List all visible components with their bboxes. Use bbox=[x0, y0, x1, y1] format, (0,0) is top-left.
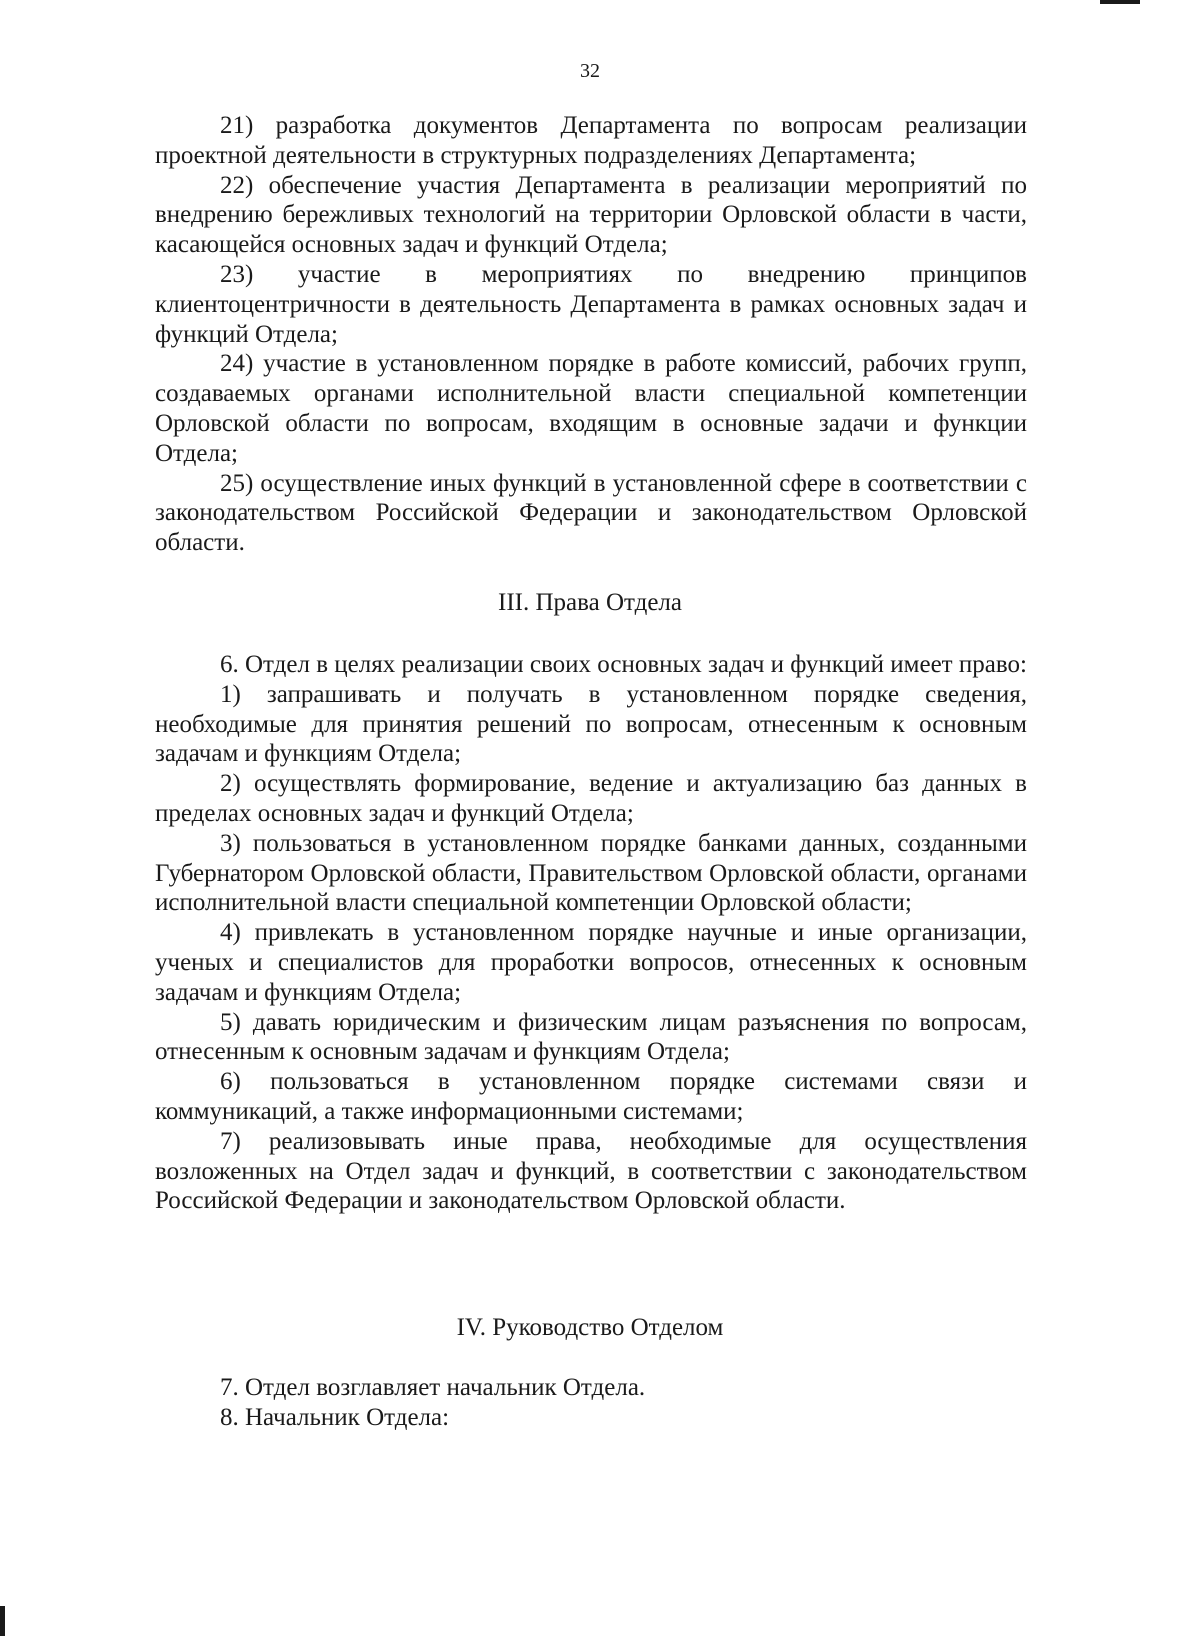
rights-item-7: 7) реализовывать иные права, необходимые для осуществления возложенных на Отдел задач и функций, в соответствии с законодательством Российской Федерации и законодательством Орловской области. bbox=[155, 1127, 1027, 1215]
function-item-21: 21) разработка документов Департамента по вопросам реализации проектной деятельности в структурных подразделениях Департамента; bbox=[155, 112, 1027, 169]
function-item-24: 24) участие в установленном порядке в работе комиссий, рабочих групп, создаваемых органами исполнительной власти специальной компетенции Орловской области по вопросам, входящим в основные задачи и функции Отдела; bbox=[155, 350, 1027, 467]
rights-item-5: 5) давать юридическим и физическим лицам разъяснения по вопросам, отнесенным к основным задачам и функциям Отдела; bbox=[155, 1008, 1027, 1066]
section-4-heading: IV. Руководство Отделом bbox=[456, 1314, 724, 1341]
management-section bbox=[155, 1373, 1027, 1433]
management-item-7: 7. Отдел возглавляет начальник Отдела. bbox=[220, 1374, 646, 1401]
management-item-8: 8. Начальник Отдела: bbox=[220, 1403, 450, 1431]
function-item-23: 23) участие в мероприятиях по внедрению принципов клиентоцентричности в деятельность Департамента в рамках основных задач и функций Отдела; bbox=[155, 260, 1027, 348]
rights-item-6: 6) пользоваться в установленном порядке системами связи и коммуникаций, а также информационными системами; bbox=[155, 1068, 1027, 1125]
scan-edge-mark-bottom bbox=[0, 1606, 5, 1636]
page-number: 32 bbox=[580, 60, 600, 82]
rights-item-4: 4) привлекать в установленном порядке научные и иные организации, ученых и специалистов для проработки вопросов, отнесенных к основным задачам и функциям Отдела; bbox=[155, 919, 1027, 1006]
scan-edge-mark-top bbox=[1100, 0, 1140, 4]
rights-section bbox=[155, 650, 1027, 1216]
section-3-heading: III. Права Отдела bbox=[498, 589, 682, 616]
rights-item-2: 2) осуществлять формирование, ведение и актуализацию баз данных в пределах основных задач и функций Отдела; bbox=[155, 770, 1027, 827]
functions-list-continued bbox=[155, 111, 1027, 558]
function-item-25: 25) осуществление иных функций в установленной сфере в соответствии с законодательством Российской Федерации и законодательством Орловской области. bbox=[155, 469, 1027, 557]
function-item-22: 22) обеспечение участия Департамента в реализации мероприятий по внедрению бережливых технологий на территории Орловской области в части, касающейся основных задач и функций Отдела; bbox=[155, 171, 1027, 259]
rights-item-3: 3) пользоваться в установленном порядке банками данных, созданными Губернатором Орловской области, Правительством Орловской области, органами исполнительной власти специальной компетенции Орловской области; bbox=[155, 829, 1027, 917]
rights-item-1: 1) запрашивать и получать в установленном порядке сведения, необходимые для принятия решений по вопросам, отнесенным к основным задачам и функциям Отдела; bbox=[155, 680, 1027, 768]
rights-intro: 6. Отдел в целях реализации своих основных задач и функций имеет право: bbox=[220, 651, 1027, 678]
